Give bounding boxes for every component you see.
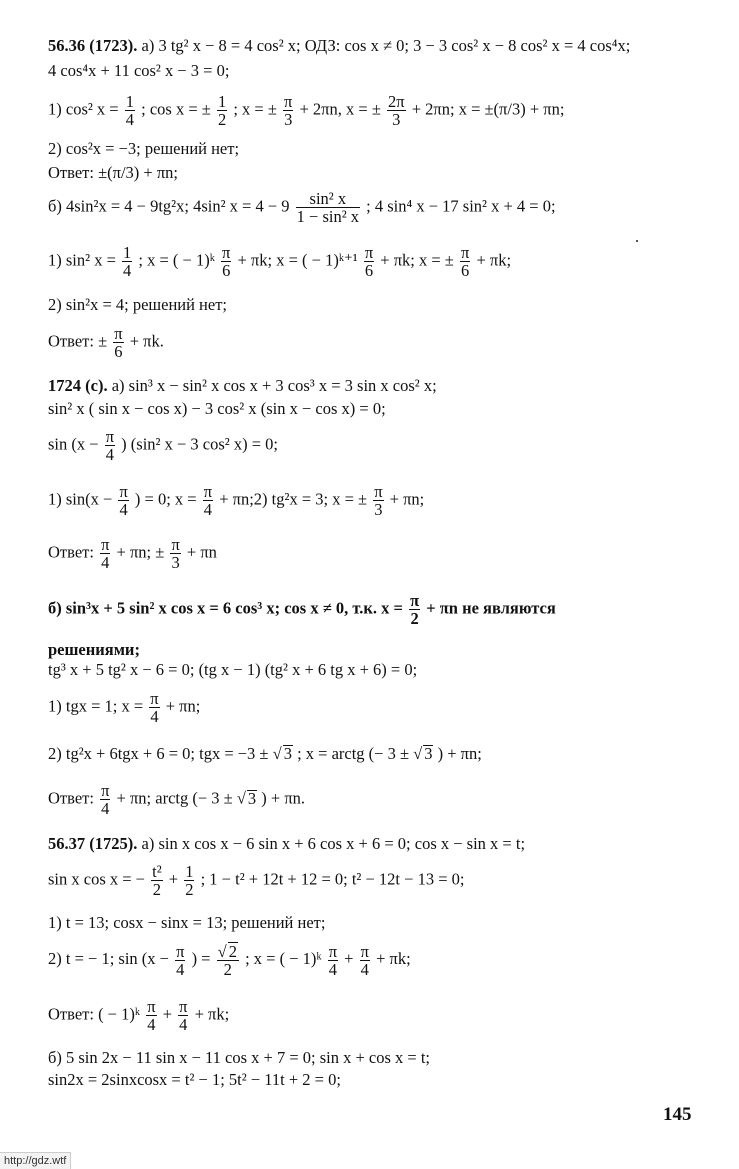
text: ) (sin² x − 3 cos² x) = 0;: [121, 434, 278, 454]
fraction: $\frac{\pi}{6}$: [222, 243, 231, 281]
sqrt-radicand: 3: [283, 744, 292, 763]
answer: [48, 536, 217, 572]
fraction: $\frac{\pi}{4}$: [105, 427, 115, 465]
solution-line: 2) sin²x = 4; решений нет;: [48, 295, 228, 314]
fraction: $\frac{2\pi}{3}$: [388, 92, 405, 130]
sqrt-radicand: 2: [228, 942, 237, 961]
text: ) + πn;: [437, 744, 482, 763]
text: 2) tg²x + 6tgx + 6 = 0; tgx = −3 ±: [48, 744, 269, 763]
text: б) 4sin²x = 4 − 9tg²x; 4sin² x = 4 − 9: [48, 196, 290, 216]
text: + πn; arctg (− 3 ±: [116, 788, 233, 808]
problem-number: 56.36 (1723).: [48, 36, 138, 55]
fraction: $\frac{\pi}{4}$: [119, 482, 128, 520]
text: ; cos x = ±: [141, 99, 211, 119]
text: Ответ:: [48, 542, 94, 562]
text: б) sin³x + 5 sin² x cos x = 6 cos³ x; cos x ≠ 0, т.к. x =: [48, 598, 403, 618]
sqrt-radicand: 3: [247, 788, 257, 808]
fraction: $\frac{\pi}{6}$: [114, 324, 123, 362]
text: + πk; x = ( − 1)ᵏ⁺¹: [237, 250, 358, 270]
fraction: $\frac{\pi}{4}$: [147, 997, 156, 1035]
text: + πn не являются: [426, 598, 556, 618]
text: + 2πn, x = ±: [299, 99, 381, 119]
problem-1724-line-a: [48, 378, 437, 395]
fraction: $\frac{\pi}{4}$: [179, 997, 188, 1035]
text: ) + πn.: [261, 788, 306, 808]
solution-line: [48, 745, 482, 763]
text: +: [344, 949, 354, 969]
text: Ответ: ±: [48, 331, 108, 351]
solution-line: 2) cos²x = −3; решений нет;: [48, 139, 240, 158]
fraction: $\frac{1}{4}$: [125, 92, 134, 130]
fraction: $\frac{\pi}{3}$: [171, 535, 180, 573]
solution-line: [48, 190, 556, 226]
fraction: $\frac{1}{2}$: [217, 92, 227, 130]
fraction: $\frac{\pi}{4}$: [328, 941, 338, 979]
text: + πk; x = ±: [380, 250, 454, 270]
text: Ответ: ( − 1)ᵏ: [48, 1004, 141, 1024]
text: + πn: [186, 542, 217, 562]
solution-line: [48, 483, 424, 519]
fraction: $\frac{\pi}{4}$: [176, 941, 185, 979]
solution-line: [48, 592, 556, 628]
equation: а) 3 tg² x − 8 = 4 cos² x; ОДЗ: cos x ≠ 0; 3 − 3 cos² x − 8 cos² x = 4 cos⁴x;: [137, 36, 631, 55]
answer: [48, 998, 229, 1034]
text: + πn;: [165, 696, 201, 716]
fraction: $\frac{\pi}{6}$: [461, 243, 470, 281]
text: 1) sin² x =: [48, 250, 116, 270]
problem-number: 1724 (с).: [48, 376, 108, 395]
solution-line: [48, 942, 411, 979]
equation: sin2x = 2sinxcosx = t² − 1; 5t² − 11t + 2 = 0;: [48, 1070, 341, 1089]
equation: а) sin³ x − sin² x cos x + 3 cos³ x = 3 sin x cos² x;: [107, 376, 437, 395]
text: ) = 0; x =: [134, 489, 197, 509]
text: ; x = ( − 1)ᵏ: [138, 250, 215, 270]
text: 1) tgx = 1; x =: [48, 696, 144, 716]
text: + 2πn; x = ±(π/3) + πn;: [411, 99, 565, 119]
fraction: $\frac{\pi}{3}$: [284, 92, 293, 130]
text: +: [168, 869, 179, 889]
problem-5637-line-a: [48, 836, 525, 853]
text: + πk;: [194, 1004, 230, 1024]
text: + πk;: [476, 250, 512, 270]
equation: б) 5 sin 2x − 11 sin x − 11 cos x + 7 = 0; sin x + cos x = t;: [48, 1048, 431, 1067]
text: 1) cos² x =: [48, 99, 119, 119]
sqrt-symbol: √: [236, 788, 246, 808]
sqrt-symbol: √: [272, 744, 282, 763]
text: + πn;: [389, 489, 425, 509]
fraction: $\frac{\pi}{4}$: [203, 482, 213, 520]
equation: 4 cos⁴x + 11 cos² x − 3 = 0;: [48, 61, 230, 80]
fraction: $\frac{\pi}{4}$: [101, 781, 110, 819]
equation: tg³ x + 5 tg² x − 6 = 0; (tg x − 1) (tg² x + 6 tg x + 6) = 0;: [48, 660, 418, 679]
text: + πk.: [129, 331, 164, 351]
problem-5636-line-a: [48, 38, 630, 55]
text: + πk;: [376, 949, 411, 969]
text: ; x = ( − 1)ᵏ: [245, 949, 322, 969]
text: sin x cos x = −: [48, 869, 145, 889]
text: ; 4 sin⁴ x − 17 sin² x + 4 = 0;: [366, 196, 556, 216]
text: ; x = ±: [233, 99, 277, 119]
fraction: $\frac{\text{sin² x}}{\text{1 − sin² x}}$: [296, 189, 360, 227]
text: 1) sin(x −: [48, 489, 113, 509]
text: sin (x −: [48, 434, 99, 454]
text: ; 1 − t² + 12t + 12 = 0; t² − 12t − 13 = 0;: [200, 869, 465, 889]
sqrt-symbol: √: [413, 744, 423, 763]
sqrt-radicand: 3: [424, 744, 433, 763]
answer: [48, 325, 164, 361]
fraction: $\frac{\pi}{3}$: [374, 482, 383, 520]
fraction: $\frac{\pi}{4}$: [101, 535, 110, 573]
fraction: $\frac{\pi}{6}$: [364, 243, 374, 281]
solution-line: 1) t = 13; cosx − sinx = 13; решений нет;: [48, 913, 326, 932]
text: + πn; ±: [116, 542, 165, 562]
answer: Ответ: ±(π/3) + πn;: [48, 163, 178, 182]
text: 2) t = − 1; sin (x −: [48, 949, 169, 969]
fraction: $\frac{\pi}{4}$: [360, 941, 369, 979]
solution-line: [48, 428, 278, 464]
fraction: $\frac{1}{4}$: [123, 243, 132, 281]
text: + πn;2) tg²x = 3; x = ±: [219, 489, 368, 509]
equation: sin² x ( sin x − cos x) − 3 cos² x (sin x − cos x) = 0;: [48, 399, 386, 418]
text: +: [162, 1004, 172, 1024]
fraction: $\frac{\pi}{2}$: [410, 591, 420, 629]
solution-line: решениями;: [48, 640, 140, 659]
fraction: $\frac{1}{2}$: [185, 862, 194, 900]
fraction: $\frac{\pi}{4}$: [150, 689, 159, 727]
solution-line: [48, 863, 464, 899]
speck: [636, 240, 638, 242]
page-number: 145: [663, 1104, 692, 1125]
problem-number: 56.37 (1725).: [48, 834, 138, 853]
text: ) =: [191, 949, 211, 969]
sqrt-symbol: √: [217, 942, 227, 961]
solution-line: [48, 93, 564, 129]
text: Ответ:: [48, 788, 94, 808]
text: ; x = arctg (− 3 ±: [297, 744, 410, 763]
fraction: $\frac{√ 2}{2}$: [217, 942, 237, 980]
answer: [48, 782, 305, 818]
fraction: $\frac{\text{t²}}{2}$: [152, 862, 162, 900]
equation: а) sin x cos x − 6 sin x + 6 cos x + 6 = 0; cos x − sin x = t;: [137, 834, 526, 853]
solution-line: [48, 690, 200, 726]
solution-line: [48, 244, 511, 280]
footer-url-link[interactable]: http://gdz.wtf: [0, 1152, 71, 1169]
